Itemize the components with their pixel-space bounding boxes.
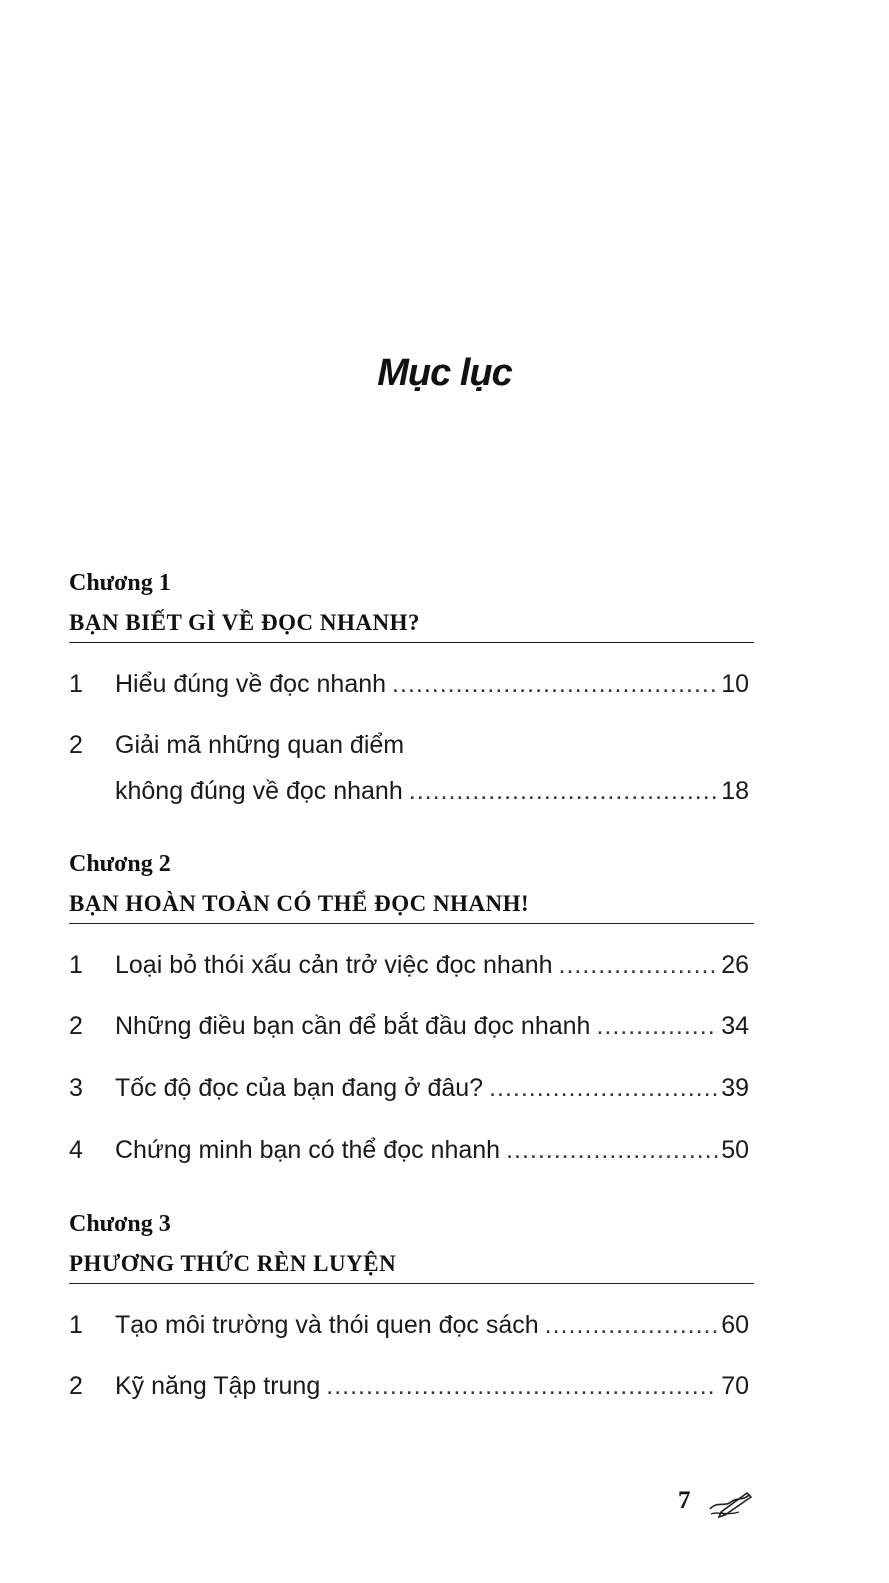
dot-leader xyxy=(596,1012,718,1041)
chapter-1-divider xyxy=(69,642,754,643)
entry-title: Hiểu đúng về đọc nhanh xyxy=(115,670,387,698)
entry-title: Loại bỏ thói xấu cản trở việc đọc nhanh xyxy=(115,951,553,979)
chapter-1-label: Chương 1 xyxy=(69,570,171,596)
entry-page-number: 10 xyxy=(721,670,749,698)
entry-page-number: 26 xyxy=(721,951,749,979)
entry-number: 1 xyxy=(69,951,83,979)
chapter-2-label: Chương 2 xyxy=(69,851,171,877)
chapter-3-divider xyxy=(69,1283,754,1284)
entry-number: 1 xyxy=(69,1311,83,1339)
chapter-3-title: PHƯƠNG THỨC RÈN LUYỆN xyxy=(69,1251,397,1276)
entry-page-number: 70 xyxy=(721,1372,749,1400)
dot-leader xyxy=(326,1372,718,1401)
toc-entry[interactable] xyxy=(69,1372,749,1408)
entry-number: 2 xyxy=(69,1372,83,1400)
toc-entry[interactable] xyxy=(69,1074,749,1110)
toc-entry[interactable] xyxy=(69,1136,749,1172)
entry-page-number: 34 xyxy=(721,1012,749,1040)
toc-entry[interactable] xyxy=(69,951,749,987)
dot-leader xyxy=(506,1136,718,1165)
dot-leader xyxy=(409,777,718,806)
dot-leader xyxy=(489,1074,718,1103)
page-title: Mục lục xyxy=(377,352,512,394)
entry-number: 1 xyxy=(69,670,83,698)
toc-entry[interactable] xyxy=(69,670,749,706)
entry-title: Tốc độ đọc của bạn đang ở đâu? xyxy=(115,1074,484,1102)
toc-entry[interactable] xyxy=(69,731,749,813)
entry-page-number: 18 xyxy=(721,777,749,805)
entry-number: 4 xyxy=(69,1136,83,1164)
dot-leader xyxy=(392,670,718,699)
entry-number: 2 xyxy=(69,731,83,759)
toc-entry[interactable] xyxy=(69,1311,749,1347)
dot-leader xyxy=(559,951,719,980)
toc-entry[interactable] xyxy=(69,1012,749,1048)
chapter-2-divider xyxy=(69,923,754,924)
page-number: 7 xyxy=(678,1487,691,1514)
chapter-1-title: BẠN BIẾT GÌ VỀ ĐỌC NHANH? xyxy=(69,610,420,635)
dot-leader xyxy=(545,1311,719,1340)
entry-page-number: 39 xyxy=(721,1074,749,1102)
entry-title: Chứng minh bạn có thể đọc nhanh xyxy=(115,1136,501,1164)
entry-title-line-1: Giải mã những quan điểm xyxy=(115,731,405,759)
entry-title: Tạo môi trường và thói quen đọc sách xyxy=(115,1311,539,1339)
pen-writing-icon xyxy=(707,1487,755,1519)
entry-number: 2 xyxy=(69,1012,83,1040)
chapter-3-label: Chương 3 xyxy=(69,1211,171,1237)
entry-number: 3 xyxy=(69,1074,83,1102)
entry-page-number: 60 xyxy=(721,1311,749,1339)
entry-page-number: 50 xyxy=(721,1136,749,1164)
chapter-2-title: BẠN HOÀN TOÀN CÓ THỂ ĐỌC NHANH! xyxy=(69,891,530,916)
entry-title: Kỹ năng Tập trung xyxy=(115,1372,321,1400)
entry-title: Những điều bạn cần để bắt đầu đọc nhanh xyxy=(115,1012,591,1040)
entry-title: không đúng về đọc nhanh xyxy=(115,777,403,805)
